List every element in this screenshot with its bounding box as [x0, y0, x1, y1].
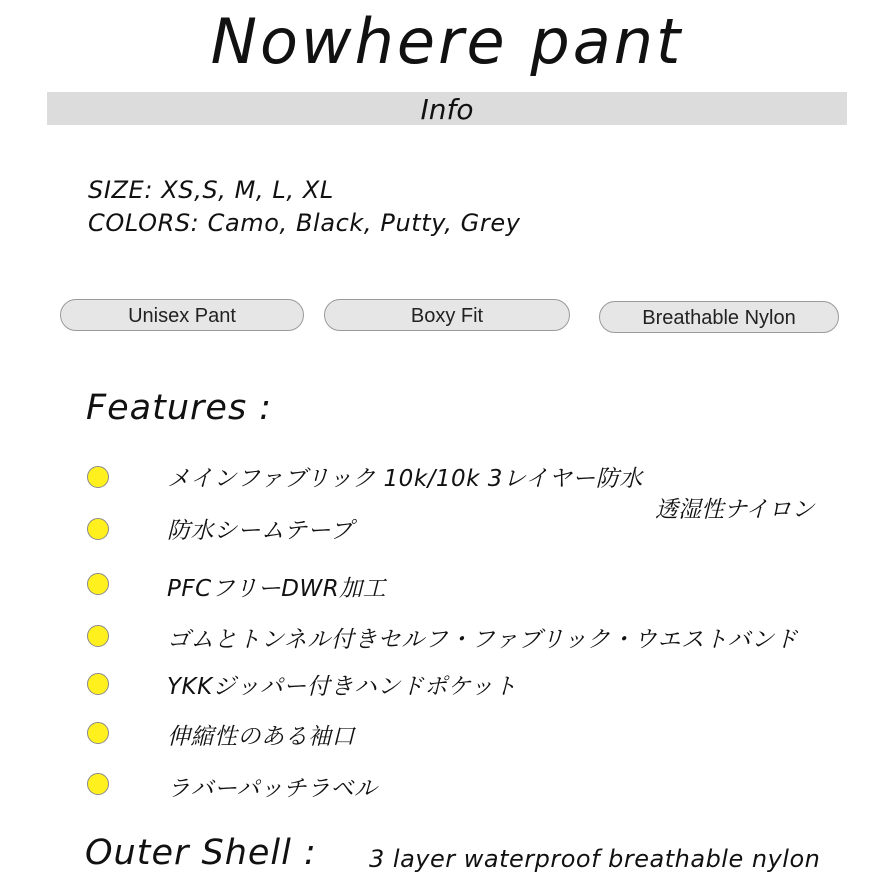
bullet-icon [87, 518, 109, 540]
outer-shell-heading: Outer Shell : [85, 833, 317, 873]
feature-item: PFCフリーDWR加工 [167, 576, 387, 602]
bullet-icon [87, 466, 109, 488]
colors-line: COLORS: Camo, Black, Putty, Grey [88, 209, 521, 237]
feature-item: ゴムとトンネル付きセルフ・ファブリック・ウエストバンド [167, 627, 799, 653]
info-label: Info [420, 93, 474, 126]
size-line: SIZE: XS,S, M, L, XL [88, 176, 334, 204]
outer-shell-value: 3 layer waterproof breathable nylon [369, 845, 821, 873]
feature-item-continuation: 透湿性ナイロン [655, 497, 815, 523]
tag-unisex-pant: Unisex Pant [60, 299, 304, 331]
bullet-icon [87, 573, 109, 595]
bullet-icon [87, 773, 109, 795]
tag-breathable-nylon: Breathable Nylon [599, 301, 839, 333]
info-banner [47, 92, 847, 125]
feature-item: 防水シームテープ [167, 518, 354, 544]
feature-item: 伸縮性のある袖口 [167, 724, 355, 750]
tag-boxy-fit: Boxy Fit [324, 299, 570, 331]
feature-item: ラバーパッチラベル [167, 776, 378, 802]
features-heading: Features : [86, 388, 273, 428]
bullet-icon [87, 722, 109, 744]
feature-item: メインファブリック 10k/10k 3レイヤー防水 [167, 466, 643, 492]
product-title: Nowhere pant [210, 5, 684, 78]
bullet-icon [87, 625, 109, 647]
bullet-icon [87, 673, 109, 695]
feature-item: YKKジッパー付きハンドポケット [167, 674, 518, 700]
